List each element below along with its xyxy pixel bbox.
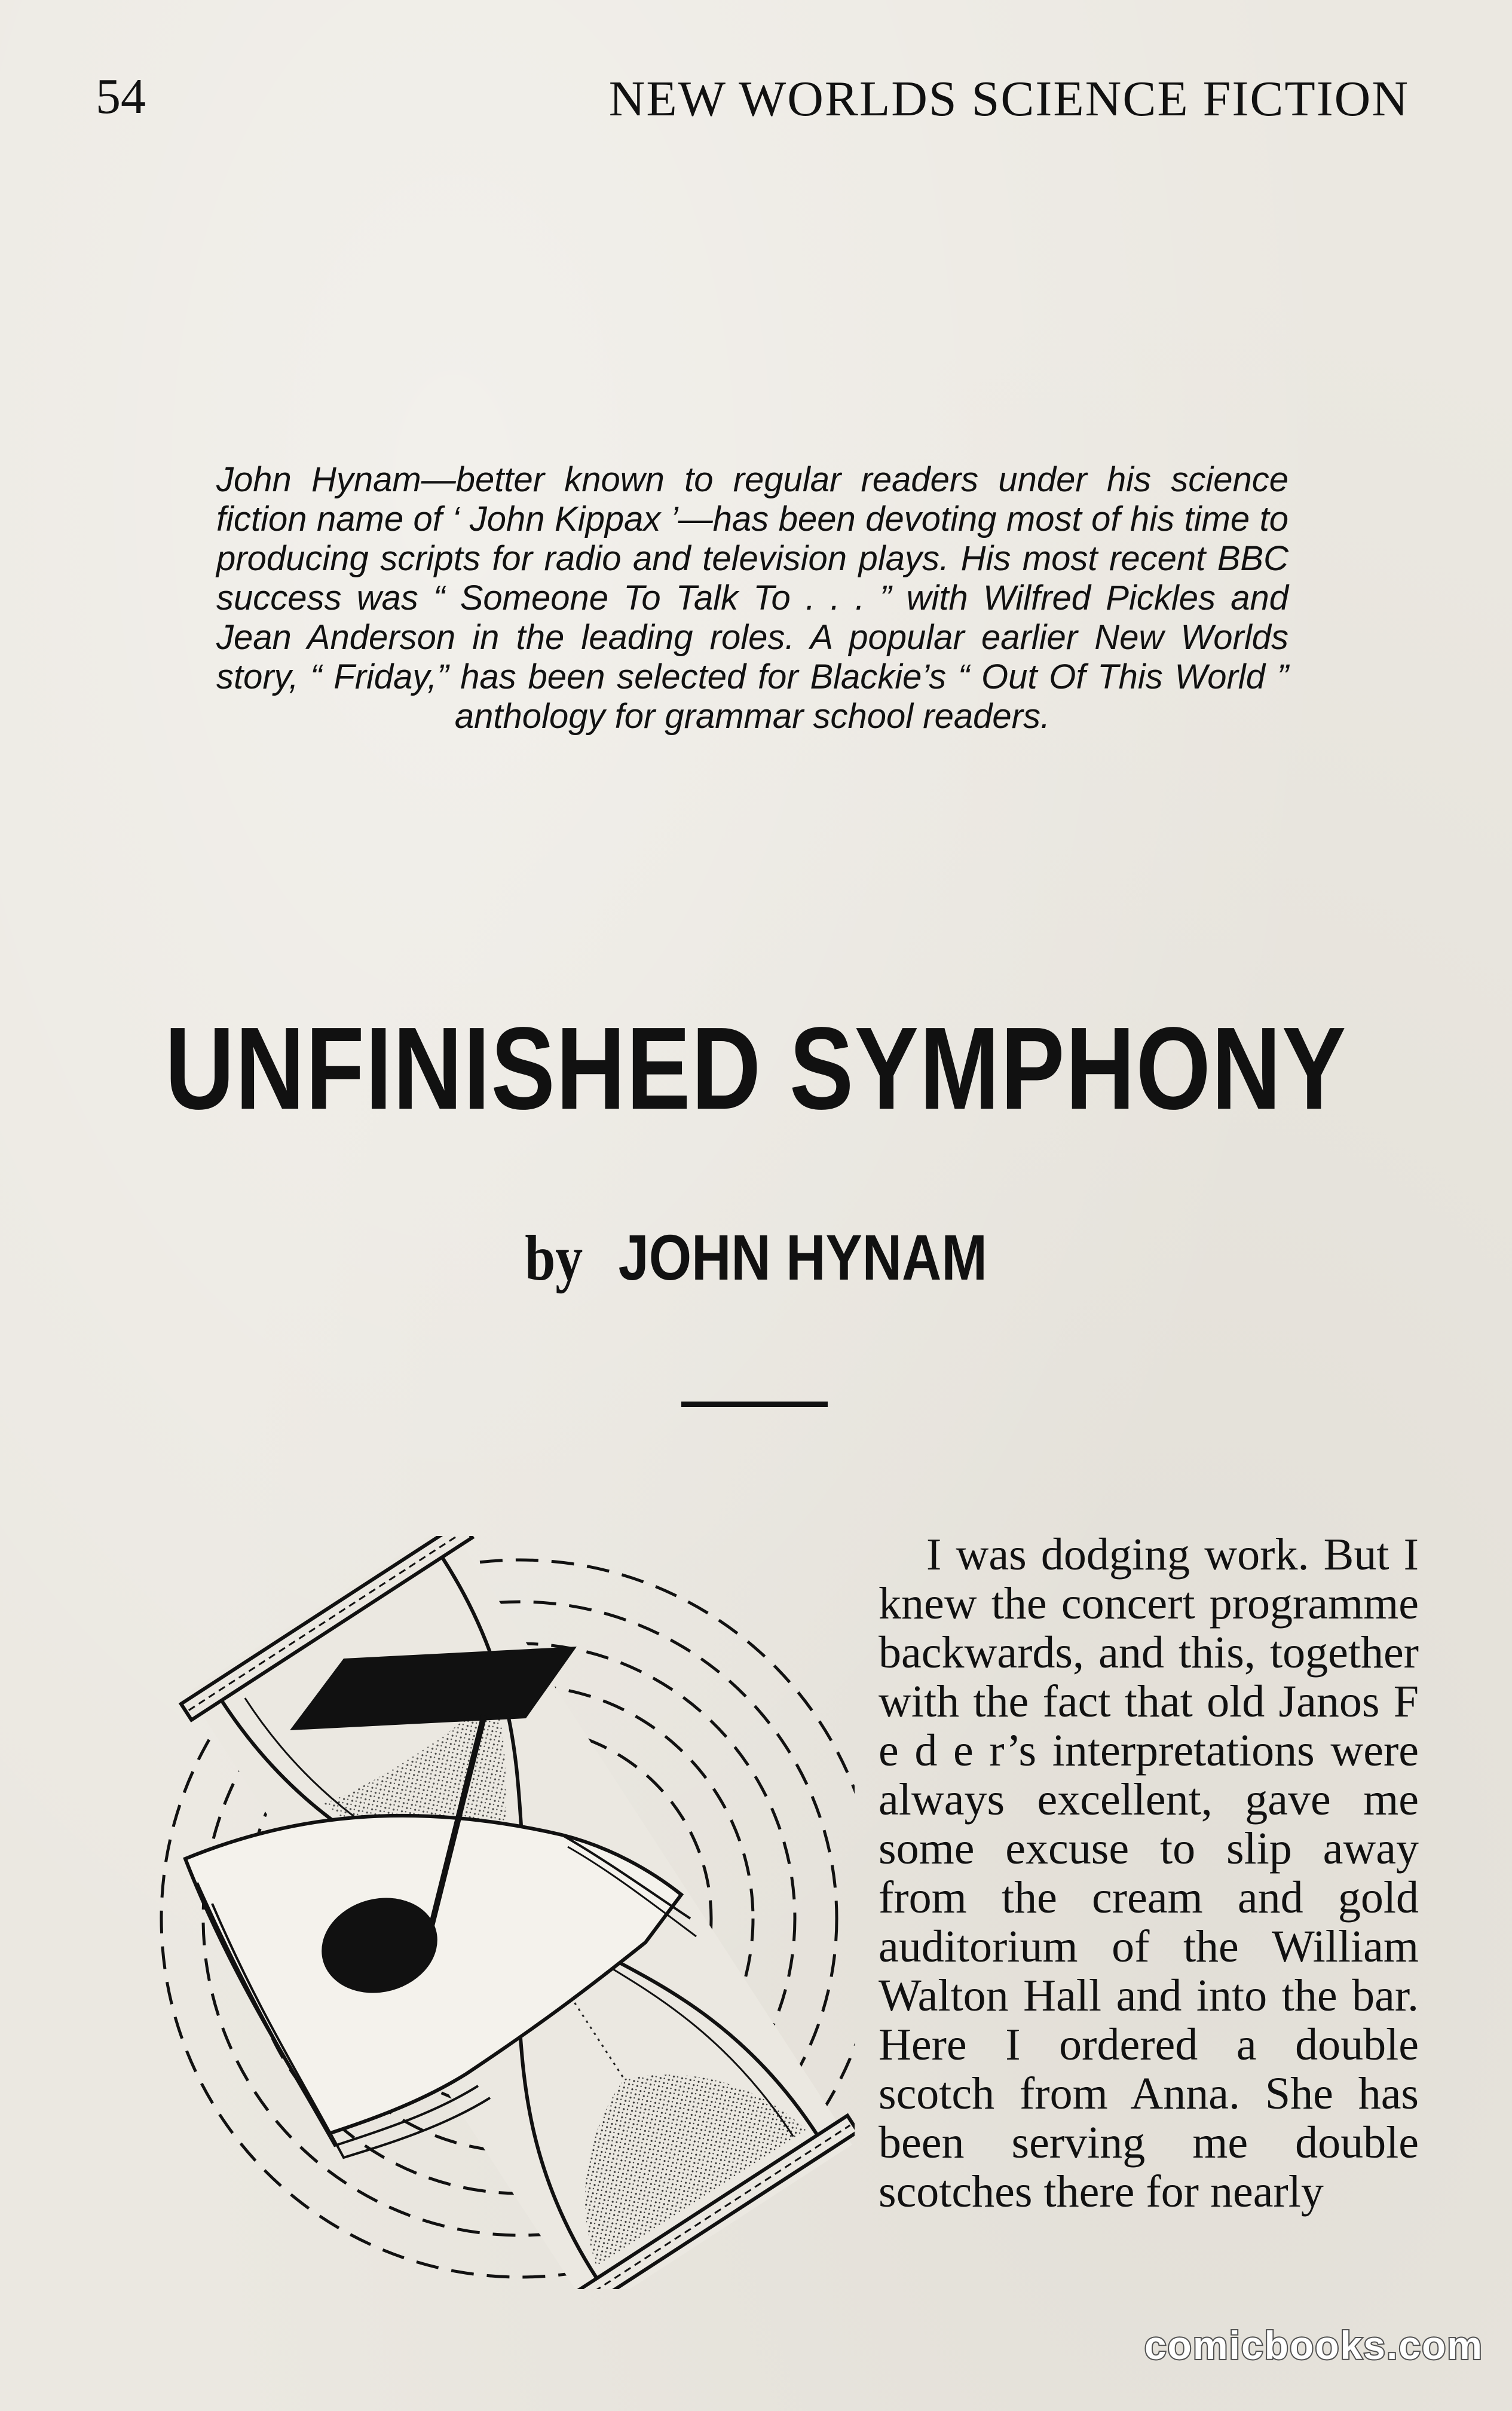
story-title: UNFINISHED SYMPHONY (165, 1003, 1347, 1134)
story-opening-text-content: I was dodging work. But I knew the concert programme backwards, and this, together with the fact that old Janos F e d e r’s interpretations were always excellent, gave me some excuse to slip away from the cream and gold auditorium of the William Walton Hall and into the bar. Here I ordered a double scotch from Anna. She has been serving me double scotches there for nearly (879, 1529, 1419, 2217)
watermark: comicbooks.com (1144, 2323, 1483, 2367)
byline-by: by (525, 1223, 583, 1294)
page-number: 54 (96, 69, 146, 124)
byline (114, 1221, 1399, 1294)
author-intro: John Hynam—better known to regular readers under his science fiction name of ‘ John Kippax ’—has been devoting most of his time to producing scripts for radio and television plays. His most recent BBC success was “ Someone To Talk To . . . ” with Wilfred Pickles and Jean Anderson in the leading roles. A popular earlier New Worlds story, “ Friday,” has been selected for Blackie’s “ Out Of This World ” anthology for grammar school readers. (216, 460, 1288, 736)
byline-author: JOHN HYNAM (618, 1221, 987, 1293)
hourglass-with-musical-note-illustration (108, 1536, 855, 2289)
story-opening-text (879, 1530, 1419, 2216)
title-divider (681, 1402, 828, 1407)
running-head: NEW WORLDS SCIENCE FICTION (608, 71, 1409, 127)
